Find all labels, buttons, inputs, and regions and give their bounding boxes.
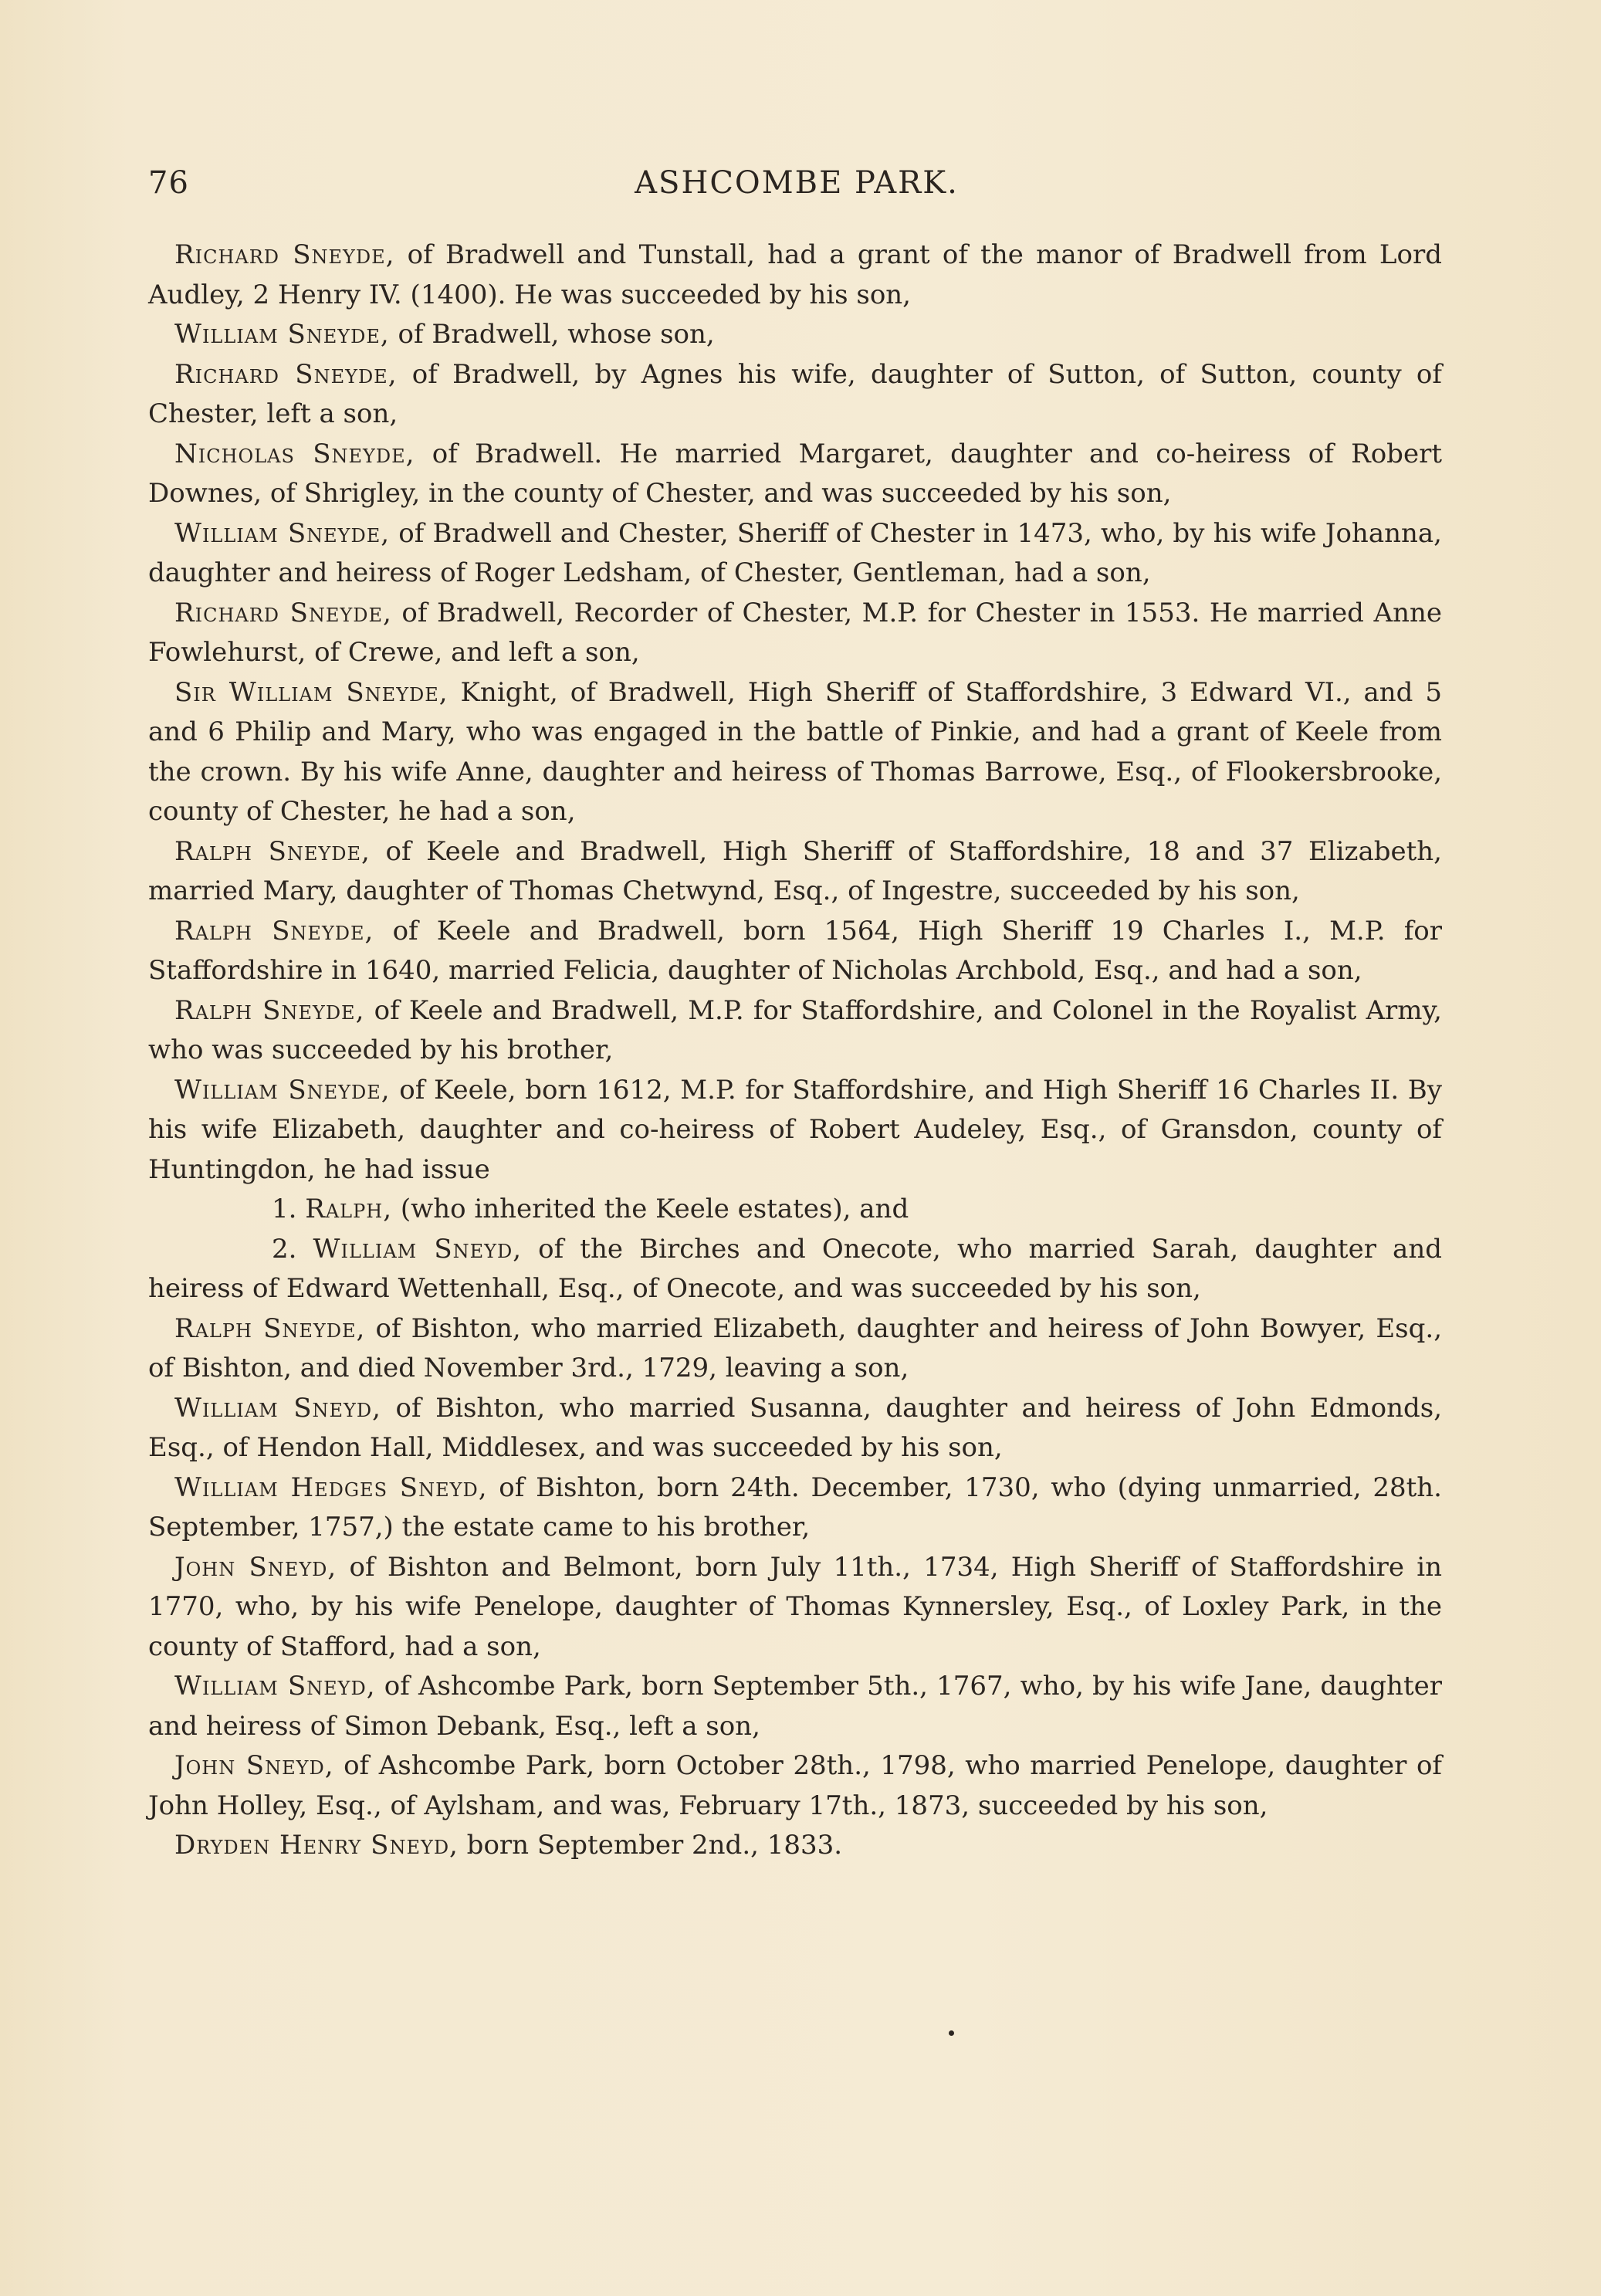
person-name: Nicholas Sneyde, (174, 438, 415, 469)
paragraph (148, 1468, 1442, 1548)
person-name: William Sneyd, (174, 1671, 376, 1702)
person-name: Ralph Sneyde, (174, 835, 371, 867)
paragraph (148, 673, 1442, 832)
paragraph (148, 1826, 1442, 1866)
paragraph-text: of Bishton, who married Elizabeth, daughter and heiress of John Bowyer, Esq., of Bishton, and died November 3rd., 1729, leaving a son, (148, 1312, 1442, 1383)
person-name: Richard Sneyde, (174, 239, 395, 270)
paragraph-text: of Bishton, who married Susanna, daughter and heiress of John Edmonds, Esq., of Hendon Hall, Middlesex, and was succeeded by his son, (148, 1392, 1442, 1463)
paragraph (148, 832, 1442, 912)
person-name: Ralph Sneyde, (174, 1312, 366, 1344)
ink-speck (949, 2030, 954, 2036)
running-title: ASHCOMBE PARK. (635, 165, 959, 201)
person-name: Ralph Sneyde, (174, 994, 365, 1026)
person-name: Ralph Sneyde, (174, 915, 374, 947)
paragraph (148, 1746, 1442, 1826)
paragraph-text: of Bishton and Belmont, born July 11th., 1734, High Sheriff of Staffordshire in 1770, who, by his wife Penelope, daughter of Thomas Kynnersley, Esq., of Loxley Park, in the county of Stafford, had a son, (148, 1551, 1443, 1662)
numbered-paragraph (148, 1230, 1442, 1309)
paragraph (148, 1071, 1442, 1190)
paragraph (148, 315, 1442, 355)
person-name: William Sneyd, (174, 1392, 381, 1424)
paragraph-text: of Keele, born 1612, M.P. for Staffordshire, and High Sheriff 16 Charles II. By his wife Elizabeth, daughter and co-heiress of Robert Audeley, Esq., of Gransdon, county of Huntingdon, he had issue (148, 1074, 1442, 1185)
paragraph-text: born September 2nd., 1833. (458, 1830, 843, 1861)
list-number: 2. (272, 1233, 313, 1265)
person-name: John Sneyd, (174, 1750, 334, 1781)
paragraph (148, 1309, 1442, 1389)
person-name: William Sneyde, (174, 1074, 391, 1106)
paragraph (148, 235, 1442, 315)
paragraph-text: of the Birches and Onecote, who married Sarah, daughter and heiress of Edward Wettenhall, Esq., of Onecote, and was succeeded by his son, (148, 1233, 1442, 1304)
paragraph-text: of Bishton, born 24th. December, 1730, who (dying unmarried, 28th. September, 1757,) the estate came to his brother, (148, 1471, 1442, 1543)
person-name: William Sneyd, (313, 1233, 523, 1265)
paragraph-text: of Keele and Bradwell, High Sheriff of Staffordshire, 18 and 37 Elizabeth, married Mary, daughter of Thomas Chetwynd, Esq., of Ingestre, succeeded by his son, (148, 835, 1442, 906)
paragraph (148, 991, 1442, 1071)
numbered-paragraph (148, 1190, 1442, 1230)
person-name: William Hedges Sneyd, (174, 1471, 488, 1503)
paragraph (148, 912, 1442, 991)
person-name: Dryden Henry Sneyd, (174, 1830, 459, 1861)
paragraph-text: of Bradwell and Chester, Sheriff of Chester in 1473, who, by his wife Johanna, daughter and heiress of Roger Ledsham, of Chester, Gentleman, had a son, (148, 517, 1442, 588)
list-number: 1. (272, 1194, 306, 1224)
paragraph (148, 594, 1442, 673)
paragraph-text: of Bradwell, Recorder of Chester, M.P. for Chester in 1553. He married Anne Fowlehurst, of Crewe, and left a son, (148, 597, 1442, 668)
paragraph (148, 1548, 1442, 1668)
paragraph-text: of Bradwell, whose son, (389, 319, 715, 350)
person-name: Richard Sneyde, (174, 597, 392, 628)
paragraph (148, 1667, 1442, 1746)
person-name: Richard Sneyde, (174, 358, 398, 390)
paragraph-text: Knight, of Bradwell, High Sheriff of Staffordshire, 3 Edward VI., and 5 and 6 Philip and Mary, who was engaged in the battle of Pinkie, and had a grant of Keele from the crown. By his wife Anne, daughter and heiress of Thomas Barrowe, Esq., of Flookersbrooke, county of Chester, he had a son, (148, 676, 1442, 827)
paragraph (148, 1389, 1442, 1468)
paragraph (148, 514, 1442, 594)
person-name: William Sneyde, (174, 517, 391, 549)
genealogy-text (148, 235, 1442, 1866)
page-number: 76 (148, 165, 189, 201)
paragraph-text: of Ashcombe Park, born October 28th., 1798, who married Penelope, daughter of John Holley, Esq., of Aylsham, and was, February 17th., 1873, succeeded by his son, (148, 1750, 1443, 1821)
paragraph (148, 435, 1442, 514)
paragraph-text: of Ashcombe Park, born September 5th., 1767, who, by his wife Jane, daughter and heiress of Simon Debank, Esq., left a son, (148, 1671, 1442, 1742)
person-name: John Sneyd, (174, 1551, 337, 1583)
paragraph-text: of Keele and Bradwell, M.P. for Staffordshire, and Colonel in the Royalist Army, who was succeeded by his brother, (148, 994, 1442, 1065)
person-name: Sir William Sneyde, (174, 676, 448, 708)
paragraph-text: of Bradwell and Tunstall, had a grant of the manor of Bradwell from Lord Audley, 2 Henry IV. (1400). He was succeeded by his son, (148, 239, 1442, 310)
person-name: William Sneyde, (174, 319, 390, 350)
person-name: Ralph, (305, 1194, 393, 1224)
paragraph-text: of Keele and Bradwell, born 1564, High Sheriff 19 Charles I., M.P. for Staffordshire in 1640, married Felicia, daughter of Nicholas Archbold, Esq., and had a son, (148, 915, 1442, 986)
paragraph (148, 355, 1442, 435)
page-header (148, 165, 1445, 212)
paragraph-text: of Bradwell, by Agnes his wife, daughter of Sutton, of Sutton, county of Chester, left a son, (148, 358, 1442, 429)
paragraph-text: of Bradwell. He married Margaret, daughter and co-heiress of Robert Downes, of Shrigley, in the county of Chester, and was succeeded by his son, (148, 438, 1442, 509)
paragraph-text: (who inherited the Keele estates), and (392, 1194, 909, 1224)
